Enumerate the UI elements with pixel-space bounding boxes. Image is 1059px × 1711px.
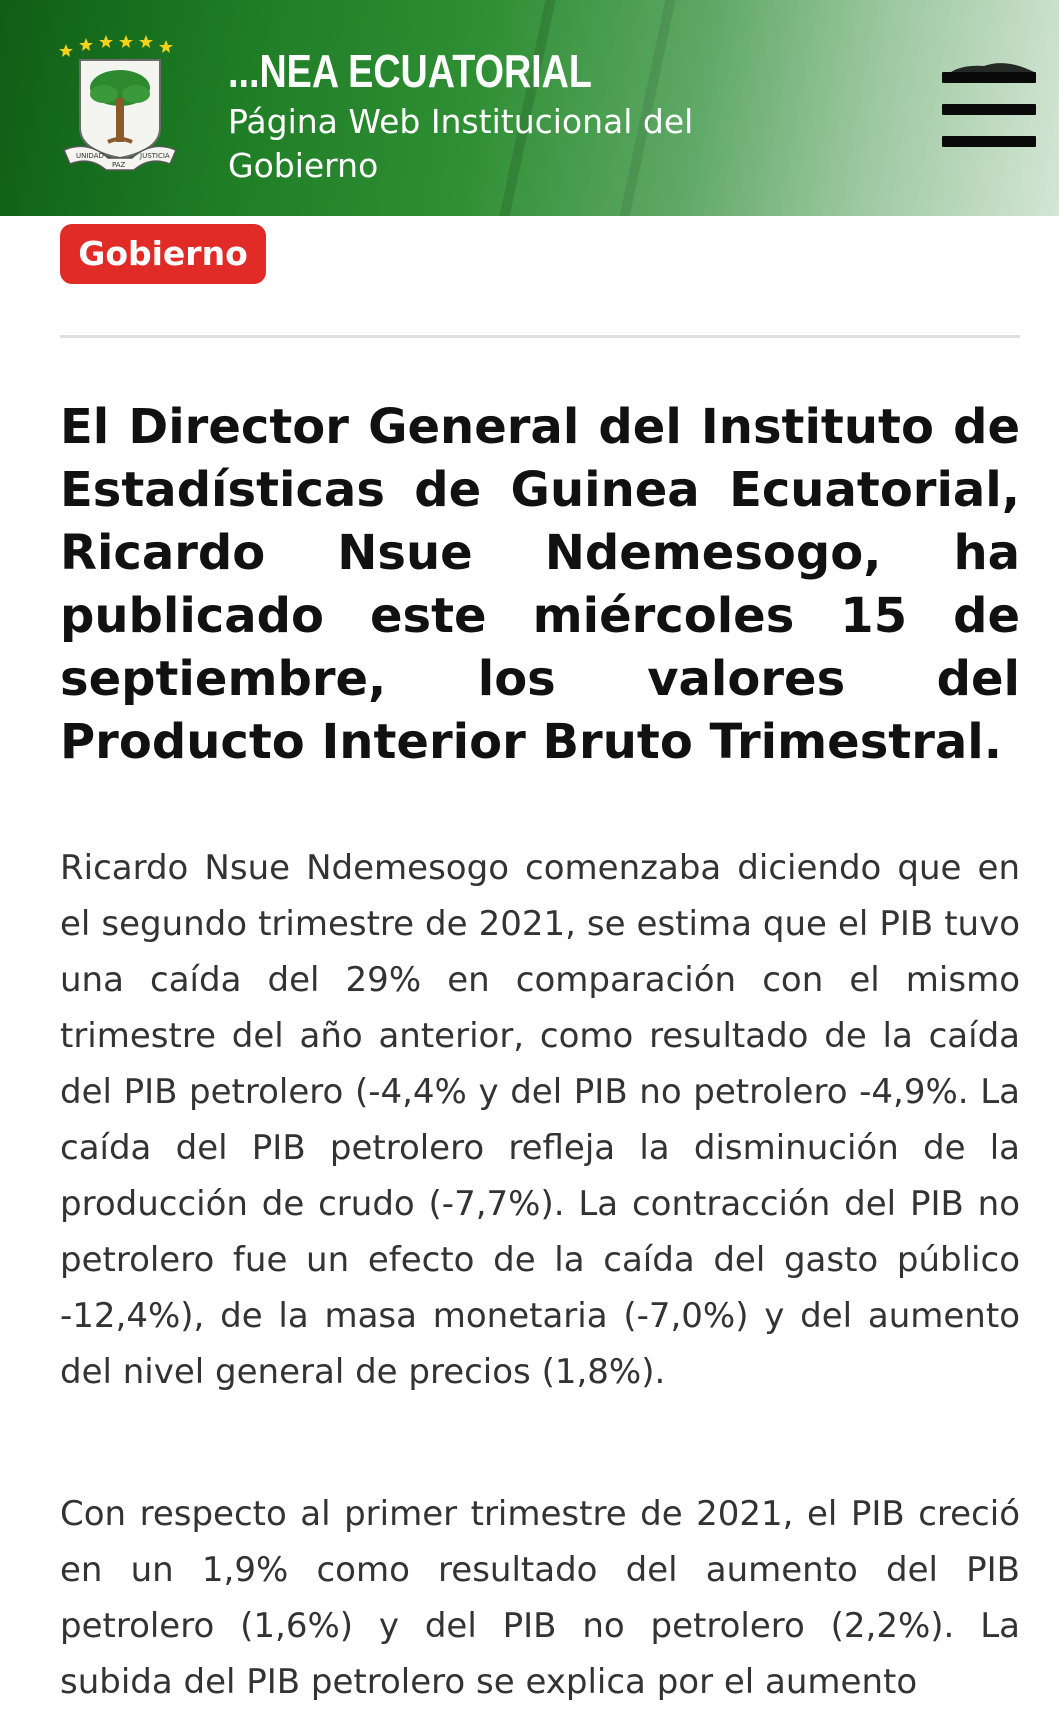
article-headline: El Director General del Instituto de Estadísticas de Guinea Ecuatorial, Ricardo Nsue Ndemesogo, ha publicado este miércoles 15 de septiembre, los valores del Producto Interior Bruto Trimestral. xyxy=(60,399,1020,770)
hamburger-menu-button[interactable] xyxy=(936,58,1040,158)
site-header xyxy=(0,0,1059,216)
svg-text:JUSTICIA: JUSTICIA xyxy=(140,152,170,160)
hamburger-menu-icon xyxy=(942,104,1036,115)
article-paragraph: Ricardo Nsue Ndemesogo comenzaba diciendo que en el segundo trimestre de 2021, se estima que el PIB tuvo una caída del 29% en comparación con el mismo trimestre del año anterior, como resultado de la caída del PIB petrolero (-4,4% y del PIB no petrolero -4,9%. La caída del PIB petrolero refleja la disminución de la producción de crudo (-7,7%). La contracción del PIB no petrolero fue un efecto de la caída del gasto público -12,4%), de la masa monetaria (-7,0%) y del aumento del nivel general de precios (1,8%). xyxy=(60,848,1020,1392)
svg-text:UNIDAD: UNIDAD xyxy=(76,152,104,160)
hamburger-menu-icon xyxy=(942,136,1036,147)
crest-stars-icon xyxy=(59,35,173,57)
svg-text:PAZ: PAZ xyxy=(112,161,126,169)
category-badge-gobierno[interactable]: Gobierno xyxy=(60,224,266,284)
coat-of-arms-icon[interactable] xyxy=(58,32,182,176)
site-subtitle: Página Web Institucional del Gobierno xyxy=(228,102,694,185)
hamburger-menu-icon xyxy=(942,72,1036,83)
article-paragraph: Con respecto al primer trimestre de 2021, el PIB creció en un 1,9% como resultado del aumento del PIB petrolero (1,6%) y del PIB no petrolero (2,2%). La subida del PIB petrolero se explica por el aumento xyxy=(60,1494,1020,1702)
divider xyxy=(60,335,1020,338)
site-title[interactable]: ...NEA ECUATORIAL xyxy=(228,45,592,97)
